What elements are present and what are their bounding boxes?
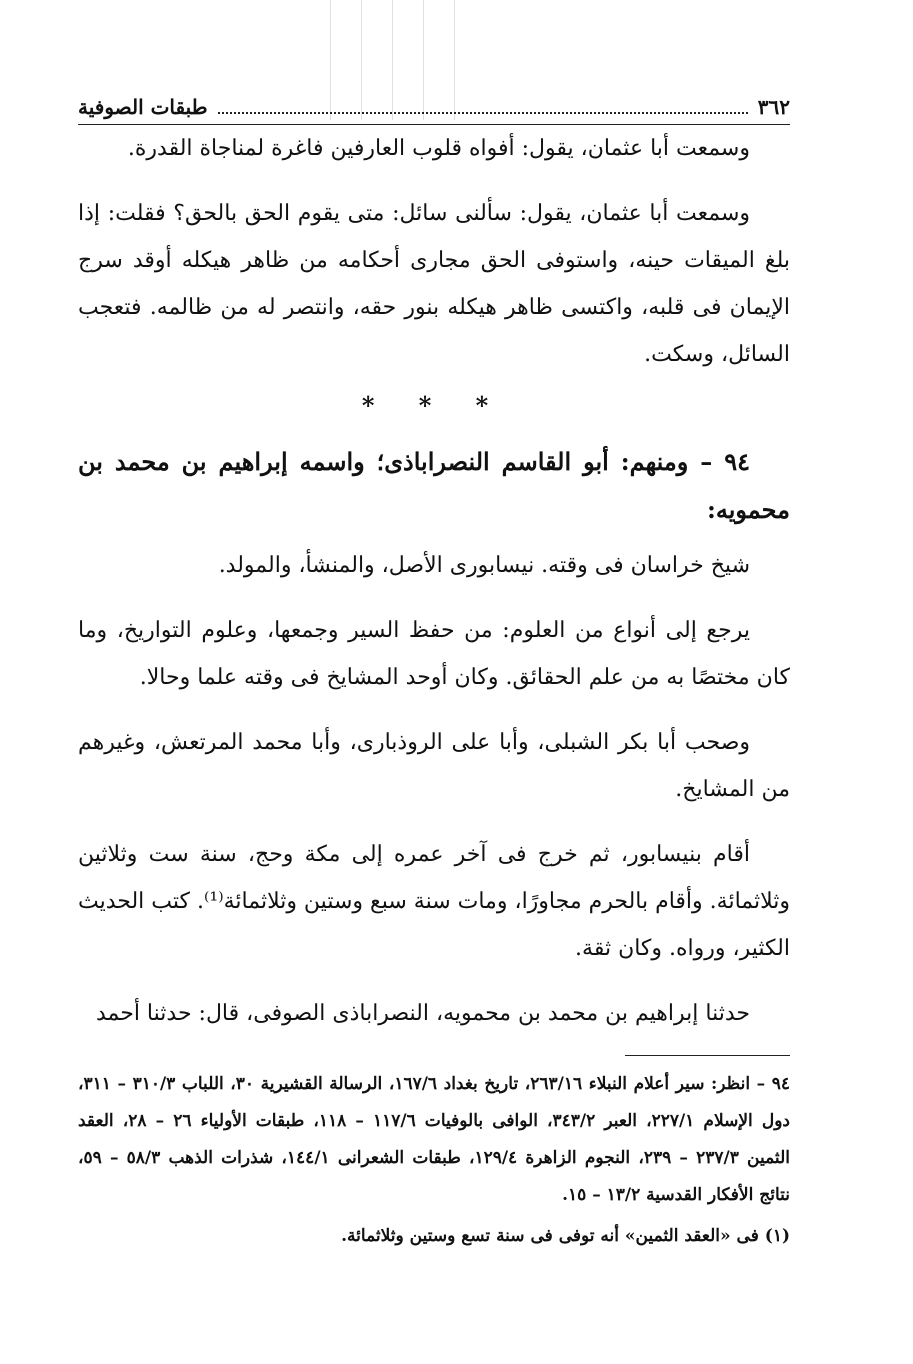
paragraph: وسمعت أبا عثمان، يقول: أفواه قلوب العارفين فاغرة لمناجاة القدرة. xyxy=(127,136,750,161)
footnote-1: (١) فى «العقد الثمين» أنه توفى فى سنة تسع وستين وثلاثمائة. xyxy=(341,1226,790,1246)
book-title: طبقات الصوفية xyxy=(78,95,208,119)
paragraph: وصحب أبا بكر الشبلى، وأبا على الروذبارى، وأبا محمد المرتعش، وغيرهم من المشايخ. xyxy=(78,730,790,802)
header-dot-leader xyxy=(218,112,748,114)
paragraph: يرجع إلى أنواع من العلوم: من حفظ السير وجمعها، وعلوم التواريخ، وما كان مختصًا به من علم الحقائق. وكان أوحد المشايخ فى وقته علما وحالا. xyxy=(78,618,790,690)
footnote-sources: ٩٤ – انظر: سير أعلام النبلاء ٢٦٣/١٦، تاريخ بغداد ١٦٧/٦، الرسالة القشيرية ٣٠، اللباب ٣١٠/٣ – ٣١١، دول الإسلام ٢٢٧/١، العبر ٣٤٣/٢، الوافى بالوفيات ١١٧/٦ – ١١٨، طبقات الأولياء ٢٦ – ٢٨، العقد الثمين ٢٣٧/٣ – ٢٣٩، النجوم الزاهرة ١٢٩/٤، طبقات الشعرانى ١٤٤/١، شذرات الذهب ٥٨/٣ – ٥٩، نتائج الأفكار القدسية ١٣/٢ – ١٥. xyxy=(78,1074,791,1205)
entry-title: ٩٤ – ومنهم: أبو القاسم النصراباذى؛ واسمه إبراهيم بن محمد بن محمويه: xyxy=(78,447,790,524)
section-separator: * * * xyxy=(361,391,507,420)
running-header xyxy=(78,95,790,125)
footnote-rule xyxy=(625,1055,790,1056)
book-page xyxy=(78,95,790,1255)
paragraph: شيخ خراسان فى وقته. نيسابورى الأصل، والمنشأ، والمولد. xyxy=(218,553,750,578)
page-number: ٣٦٢ xyxy=(757,95,790,119)
paragraph: وسمعت أبا عثمان، يقول: سألنى سائل: متى يقوم الحق بالحق؟ فقلت: إذا بلغ الميقات حينه، واستوفى الحق مجارى أحكامه من ظاهر هيكله أوقد سرج الإيمان فى قلبه، واكتسى ظاهر هيكله بنور حقه، وانتصر له من ظالمه. فتعجب السائل، وسكت. xyxy=(78,201,790,367)
paragraph: أقام بنيسابور، ثم خرج فى آخر عمره إلى مكة وحج، سنة ست وثلاثين وثلاثمائة. وأقام بالحرم مجاورًا، ومات سنة سبع وستين وثلاثمائة⁽¹⁾. كتب الحديث الكثير، ورواه. وكان ثقة. xyxy=(77,842,790,961)
paragraph: حدثنا إبراهيم بن محمد بن محمويه، النصراباذى الصوفى، قال: حدثنا أحمد xyxy=(95,1001,750,1026)
